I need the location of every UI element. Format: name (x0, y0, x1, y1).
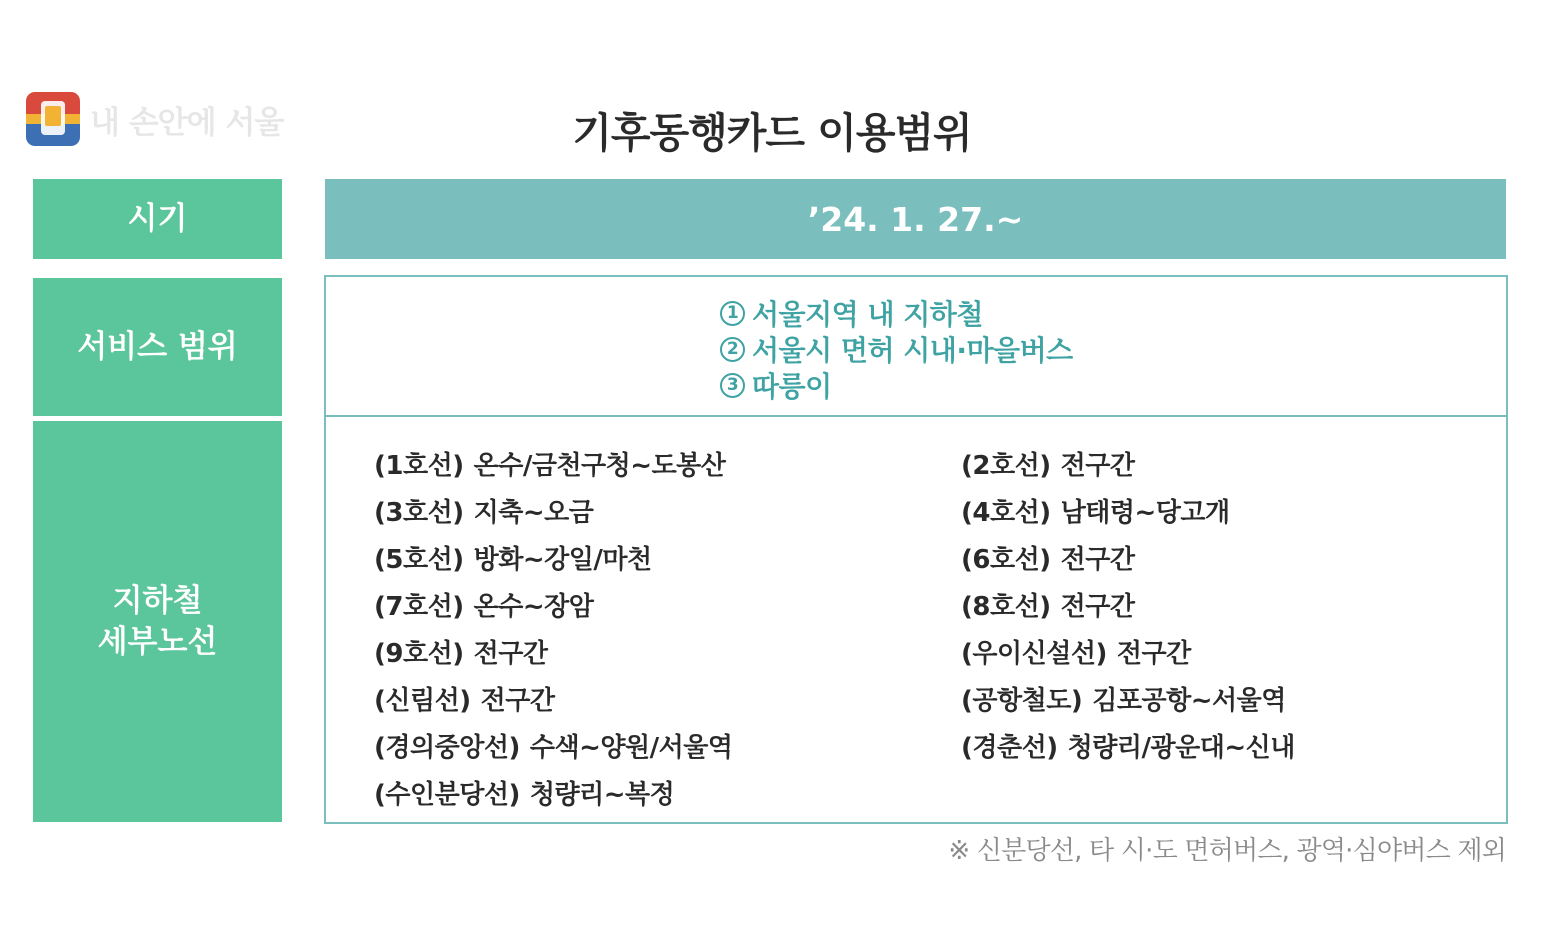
service-item (720, 295, 1073, 331)
subway-line-range: 온수~장암 (473, 592, 594, 622)
subway-line-range: 전구간 (1060, 451, 1135, 481)
subway-line-name: (2호선) (961, 451, 1051, 481)
number-circle: 3 (720, 373, 745, 398)
subway-line-item (374, 586, 593, 623)
subway-line-range: 김포공항~서울역 (1092, 686, 1286, 716)
subway-line-name: (경춘선) (961, 733, 1058, 763)
number-circle: 2 (720, 337, 745, 362)
subway-line-item (961, 586, 1134, 623)
subway-line-range: 전구간 (473, 639, 548, 669)
label-subway-lines (33, 421, 282, 822)
subway-line-name: (9호선) (374, 639, 464, 669)
service-scope-area (326, 277, 1506, 417)
subway-line-range: 전구간 (1060, 545, 1135, 575)
service-item-text: 서울시 면허 시내·마을버스 (752, 334, 1073, 367)
subway-line-item (374, 727, 732, 764)
subway-line-name: (7호선) (374, 592, 464, 622)
subway-line-item (961, 633, 1191, 670)
subway-line-range: 청량리~복정 (529, 780, 675, 810)
subway-line-range: 방화~강일/마천 (473, 545, 652, 575)
subway-line-range: 전구간 (1116, 639, 1191, 669)
logo-text: 내 손안에 서울 (90, 104, 284, 141)
service-item-text: 따릉이 (752, 370, 832, 403)
subway-line-name: (8호선) (961, 592, 1051, 622)
subway-line-name: (우이신설선) (961, 639, 1107, 669)
subway-line-name: (공항철도) (961, 686, 1083, 716)
label-subway-line2: 세부노선 (97, 623, 218, 660)
page-title: 기후동행카드 이용범위 (572, 109, 972, 157)
subway-line-item (374, 539, 652, 576)
footnote: ※ 신분당선, 타 시·도 면허버스, 광역·심야버스 제외 (948, 836, 1506, 866)
subway-lines-area (326, 417, 1506, 822)
subway-line-range: 청량리/광운대~신내 (1067, 733, 1295, 763)
service-item (720, 331, 1073, 367)
subway-line-name: (3호선) (374, 498, 464, 528)
service-list (720, 295, 1073, 403)
subway-line-range: 전구간 (480, 686, 555, 716)
subway-line-name: (6호선) (961, 545, 1051, 575)
subway-line-item (374, 492, 593, 529)
subway-line-name: (1호선) (374, 451, 464, 481)
service-item (720, 367, 1073, 403)
subway-line-item (961, 680, 1286, 717)
subway-line-name: (신림선) (374, 686, 471, 716)
subway-line-item (374, 633, 547, 670)
subway-line-item (961, 492, 1230, 529)
subway-line-range: 온수/금천구청~도봉산 (473, 451, 726, 481)
service-item-text: 서울지역 내 지하철 (752, 298, 983, 331)
label-period: 시기 (33, 179, 282, 259)
period-value: ’24. 1. 27.~ (325, 179, 1506, 259)
subway-line-range: 남태령~당고개 (1060, 498, 1230, 528)
label-service-scope: 서비스 범위 (33, 278, 282, 416)
subway-line-range: 전구간 (1060, 592, 1135, 622)
subway-line-name: (경의중앙선) (374, 733, 520, 763)
subway-line-item (374, 774, 674, 811)
subway-line-item (961, 539, 1134, 576)
subway-line-range: 지축~오금 (473, 498, 594, 528)
subway-line-name: (5호선) (374, 545, 464, 575)
subway-line-item (374, 680, 554, 717)
subway-line-item (961, 727, 1295, 764)
subway-line-name: (수인분당선) (374, 780, 520, 810)
content-box (324, 275, 1508, 824)
subway-line-range: 수색~양원/서울역 (529, 733, 733, 763)
number-circle: 1 (720, 301, 745, 326)
subway-line-name: (4호선) (961, 498, 1051, 528)
subway-line-item (374, 445, 725, 482)
subway-line-item (961, 445, 1134, 482)
label-subway-line1: 지하철 (112, 583, 203, 620)
